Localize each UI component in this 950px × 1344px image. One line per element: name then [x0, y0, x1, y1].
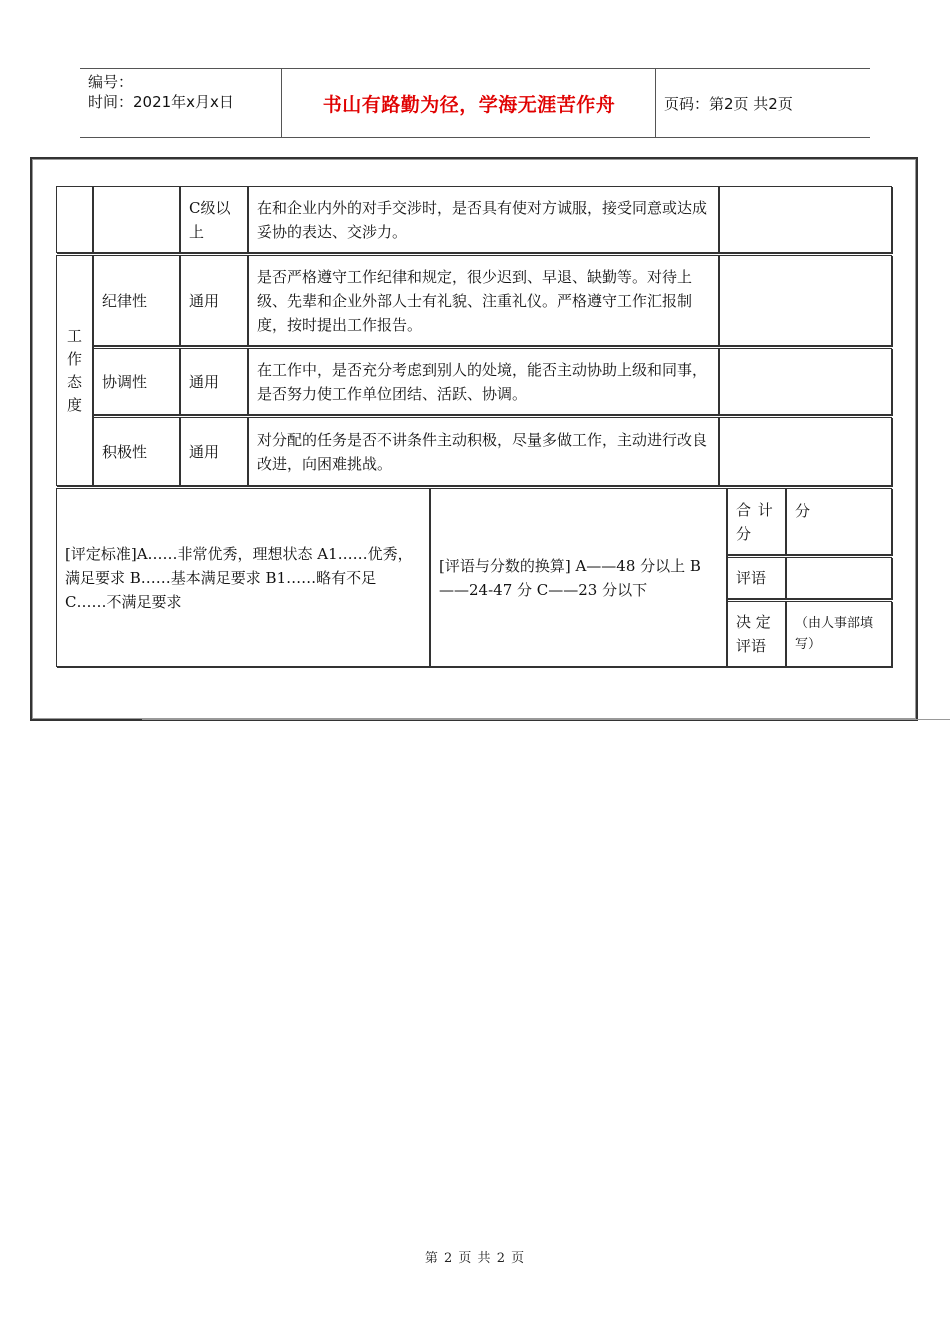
- total-unit: 分: [795, 502, 811, 520]
- rating-standard-cell: [56, 488, 430, 667]
- scope-label: 通用: [189, 291, 220, 310]
- score-conversion-text: [评语与分数的换算] A——48 分以上 B——24-47 分 C——23 分以下: [439, 556, 701, 599]
- score-cell: [719, 186, 892, 253]
- description-cell: [248, 186, 719, 253]
- item-cell: [93, 417, 180, 486]
- decision-label: 决 定 评语: [736, 613, 771, 655]
- comment-label: 评语: [736, 569, 767, 587]
- description-text: 在工作中，是否充分考虑到别人的处境，能否主动协助上级和同事，是否努力使工作单位团结、活跃、协调。: [257, 360, 708, 403]
- level-cell: [180, 186, 248, 253]
- header-page-number: 页码：第2页 共2页: [664, 95, 793, 113]
- description-text: 是否严格遵守工作纪律和规定，很少迟到、早退、缺勤等。对待上级、先辈和企业外部人士有礼貌、注重礼仪。严格遵守工作汇报制度，按时提出工作报告。: [257, 267, 693, 334]
- header-meta: [88, 72, 234, 112]
- item-label: 积极性: [102, 442, 148, 461]
- scope-cell: [180, 348, 248, 415]
- scope-label: 通用: [189, 372, 220, 391]
- header-divider: [281, 69, 282, 137]
- scope-label: 通用: [189, 442, 220, 461]
- score-cell: [719, 417, 892, 486]
- header-motto: 书山有路勤为径，学海无涯苦作舟: [322, 93, 616, 116]
- item-cell: [93, 348, 180, 415]
- total-value-cell: [786, 488, 892, 555]
- decision-note: （由人事部填写）: [795, 616, 874, 652]
- description-cell: [248, 348, 719, 415]
- level-text: C级以上: [189, 198, 231, 241]
- document-time-label: 时间：2021年x月x日: [88, 93, 234, 111]
- score-cell: [719, 348, 892, 415]
- description-cell: [248, 417, 719, 486]
- decision-label-cell: [727, 601, 786, 667]
- decision-value-cell: [786, 601, 892, 667]
- header-divider: [655, 69, 656, 137]
- description-text: 对分配的任务是否不讲条件主动积极，尽量多做工作，主动进行改良改进，向困难挑战。: [257, 430, 708, 473]
- rating-standard-text: [评定标准]A……非常优秀，理想状态 A1……优秀，满足要求 B……基本满足要求 B1……略有不足 C……不满足要求: [65, 544, 413, 611]
- description-text: 在和企业内外的对手交涉时，是否具有使对方诚服，接受同意或达成妥协的表达、交涉力。: [257, 198, 708, 241]
- total-label-cell: [727, 488, 786, 555]
- score-cell: [719, 255, 892, 346]
- description-cell: [248, 255, 719, 346]
- score-conversion-cell: [430, 488, 727, 667]
- scope-cell: [180, 417, 248, 486]
- page-footer: 第 2 页 共 2 页: [424, 1251, 526, 1266]
- item-label: 纪律性: [102, 291, 148, 310]
- total-label: 合 计 分: [736, 500, 774, 543]
- item-cell: [93, 255, 180, 346]
- page-header: [80, 68, 870, 138]
- item-cell-empty: [93, 186, 180, 253]
- document-number-label: 编号：: [88, 73, 134, 91]
- frame-line: [142, 719, 950, 720]
- category-cell-empty: [56, 186, 93, 253]
- item-label: 协调性: [102, 372, 148, 391]
- comment-label-cell: [727, 557, 786, 599]
- category-cell: [56, 255, 93, 486]
- category-label: 工作态度: [66, 326, 82, 414]
- comment-value-cell: [786, 557, 892, 599]
- scope-cell: [180, 255, 248, 346]
